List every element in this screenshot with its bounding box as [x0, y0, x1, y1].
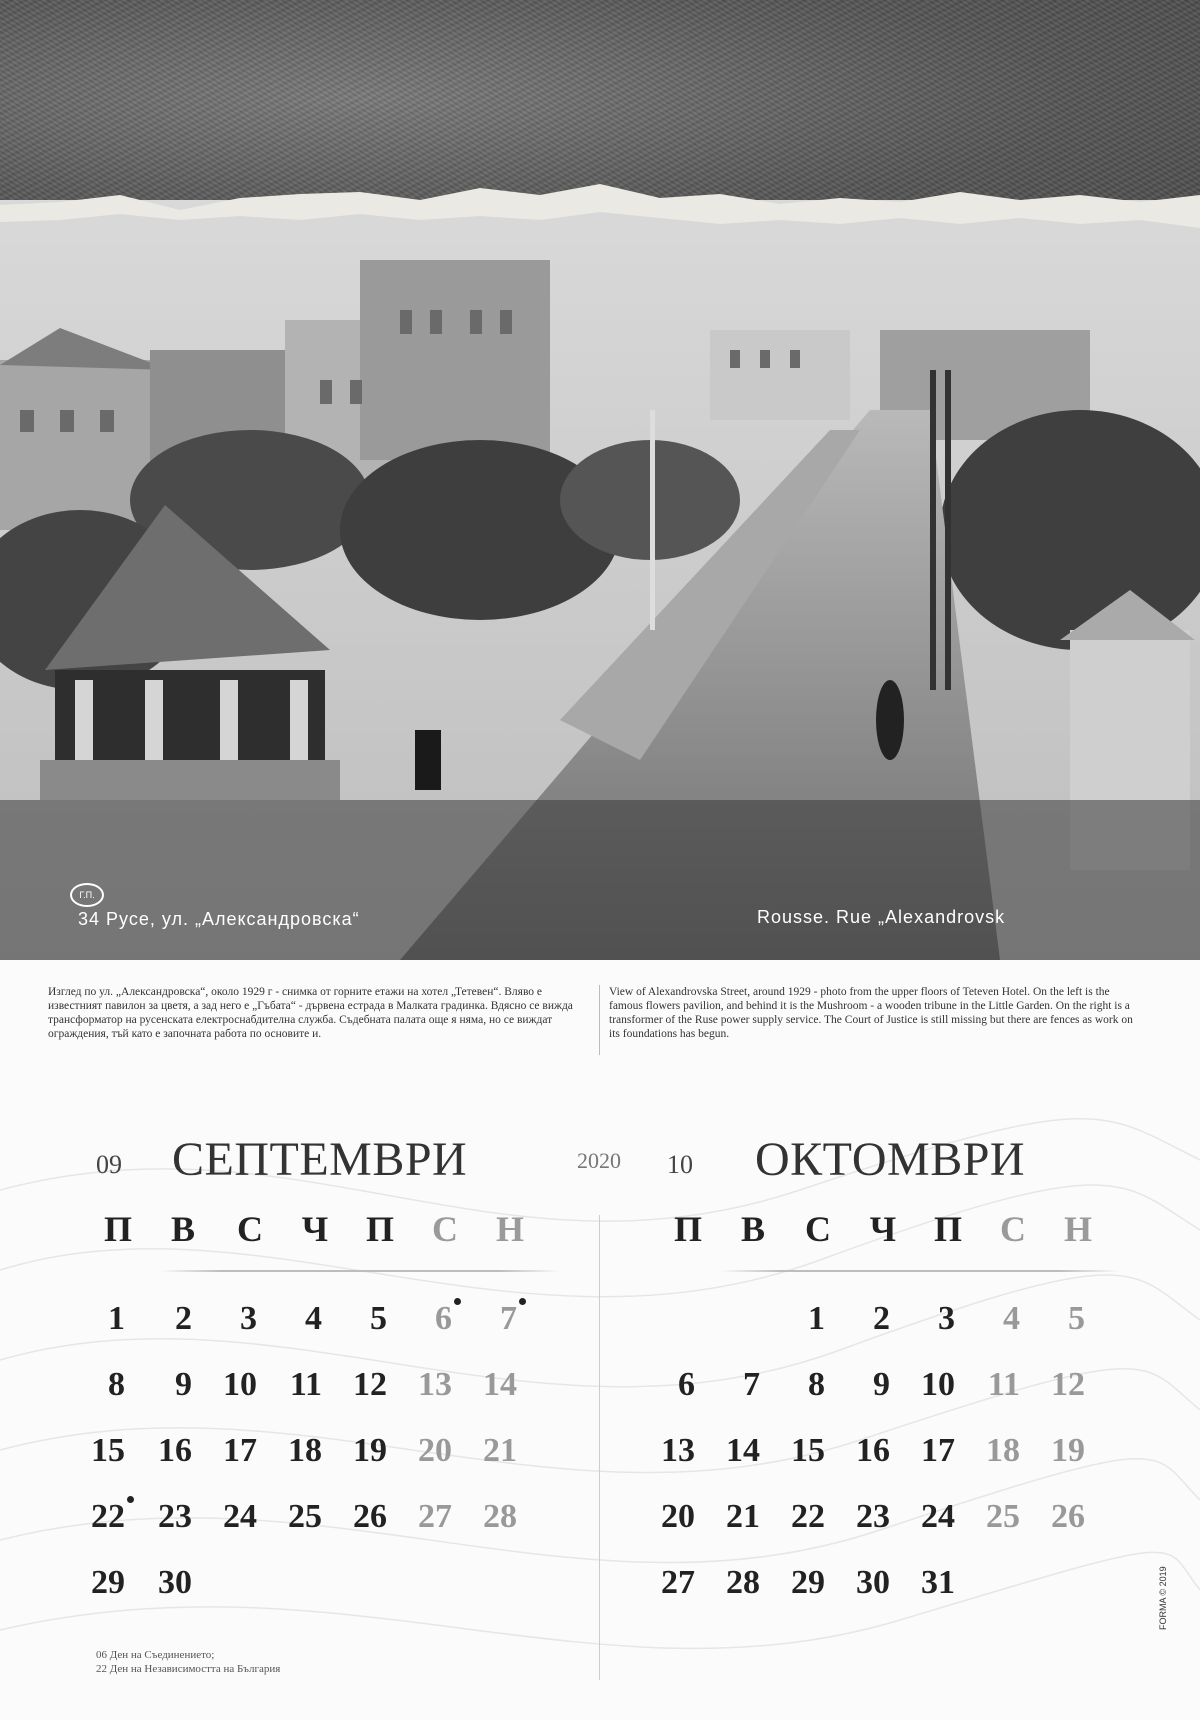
calendar-day: 12	[1051, 1366, 1085, 1403]
weekday-header: С	[805, 1209, 831, 1249]
calendar-day: 10	[223, 1366, 257, 1403]
calendar-day: 31	[921, 1564, 955, 1601]
calendar-day: 12	[353, 1366, 387, 1403]
calendar-day: 21	[483, 1432, 517, 1469]
calendar-divider	[599, 1215, 600, 1680]
holiday-note: 06 Ден на Съединението;	[96, 1649, 215, 1661]
calendar-day: 7	[500, 1300, 517, 1337]
calendar-day: 16	[856, 1432, 890, 1469]
calendar-day: 11	[987, 1366, 1020, 1403]
month-number: 10	[667, 1150, 693, 1179]
calendar-day: 23	[856, 1498, 890, 1535]
holiday-note: 22 Ден на Независимостта на България	[96, 1663, 281, 1675]
calendar-day: 6	[435, 1300, 452, 1337]
month-name: СЕПТЕМВРИ	[172, 1133, 468, 1186]
caption-bulgarian: Изглед по ул. „Александровска“, около 1929 г - снимка от горните етажи на хотел „Тетевен“. Вляво е известният павилон за цветя, а зад него е „Гъбата“ - дървена естрада в Малката градинка. Вдясно се вижда трансформатор на русенската електроснабдителна служба. Съдебната палата още я няма, но се виждат ограждения, тъй като е започната работа по основите и.	[48, 986, 573, 1040]
calendar-day: 23	[158, 1498, 192, 1535]
weekday-header: С	[1000, 1209, 1026, 1249]
calendar-day: 22	[791, 1498, 825, 1535]
photo-caption-right: Rousse. Rue „Alexandrovsk	[757, 907, 1006, 927]
calendar-day: 5	[370, 1300, 387, 1337]
calendar-day: 2	[175, 1300, 192, 1337]
calendar-day: 18	[986, 1432, 1020, 1469]
holiday-notes	[96, 1648, 280, 1676]
calendar-day: 24	[223, 1498, 257, 1535]
calendar-day: 26	[1051, 1498, 1085, 1535]
brand-mark: FORMA © 2019	[1158, 1566, 1168, 1630]
calendar-day: 14	[726, 1432, 760, 1469]
publisher-logo: Г.П.	[70, 883, 104, 907]
calendar-day: 20	[661, 1498, 695, 1535]
weekday-header: С	[432, 1209, 458, 1249]
calendar-day: 15	[791, 1432, 825, 1469]
weekday-header: С	[237, 1209, 263, 1249]
calendar-day: 11	[289, 1366, 322, 1403]
caption-divider	[599, 985, 600, 1055]
historic-photo	[0, 200, 1200, 960]
calendar-day: 14	[483, 1366, 517, 1403]
calendar-day: 6	[678, 1366, 695, 1403]
header-rule	[160, 1270, 560, 1272]
weekday-header: П	[933, 1209, 962, 1249]
calendar-day: 19	[353, 1432, 387, 1469]
calendar-day: 5	[1068, 1300, 1085, 1337]
month-number: 09	[96, 1150, 122, 1179]
calendar-day: 30	[856, 1564, 890, 1601]
calendar-day: 10	[921, 1366, 955, 1403]
calendar-day: 26	[353, 1498, 387, 1535]
holiday-marker	[519, 1298, 526, 1305]
torn-paper-edge	[0, 180, 1200, 250]
calendar-day: 20	[418, 1432, 452, 1469]
calendar-day: 1	[108, 1300, 125, 1337]
calendar-day: 7	[743, 1366, 760, 1403]
calendar-day: 4	[1003, 1300, 1020, 1337]
weekday-header: В	[740, 1209, 765, 1249]
calendar-day: 9	[175, 1366, 192, 1403]
calendar-day: 2	[873, 1300, 890, 1337]
calendar-day: 30	[158, 1564, 192, 1601]
weekday-header: Н	[1063, 1209, 1092, 1249]
calendar-day: 24	[921, 1498, 955, 1535]
calendar-day: 13	[418, 1366, 452, 1403]
calendar-day: 27	[661, 1564, 695, 1601]
calendar-day: 3	[240, 1300, 257, 1337]
calendar-day: 19	[1051, 1432, 1085, 1469]
calendar-day: 28	[726, 1564, 760, 1601]
calendar-day: 16	[158, 1432, 192, 1469]
weekday-header: Ч	[869, 1209, 897, 1249]
calendar-day: 28	[483, 1498, 517, 1535]
month-name: ОКТОМВРИ	[755, 1133, 1026, 1186]
weekday-header: П	[103, 1209, 132, 1249]
weekday-header: П	[673, 1209, 702, 1249]
calendar-day: 15	[91, 1432, 125, 1469]
caption-english: View of Alexandrovska Street, around 1929 - photo from the upper floors of Teteven Hotel. On the left is the famous flowers pavilion, and behind it is the Mushroom - a wooden tribune in the Little Garden. On the right is a transformer of the Ruse power supply service. The Court of Justice is still missing but there are fences as work on its foundations has begun.	[609, 986, 1133, 1040]
header-rule	[720, 1270, 1120, 1272]
calendar-day: 21	[726, 1498, 760, 1535]
calendar-day: 8	[808, 1366, 825, 1403]
weekday-header: Ч	[301, 1209, 329, 1249]
calendar-day: 17	[921, 1432, 955, 1469]
calendar-day: 18	[288, 1432, 322, 1469]
photo-caption-left: 34 Русе, ул. „Александровска“	[78, 909, 360, 929]
calendar-day: 1	[808, 1300, 825, 1337]
calendar-day: 17	[223, 1432, 257, 1469]
calendar-day: 25	[288, 1498, 322, 1535]
year-label: 2020	[577, 1148, 621, 1173]
calendar-day: 29	[91, 1564, 125, 1601]
calendar-day: 29	[791, 1564, 825, 1601]
calendar-day: 9	[873, 1366, 890, 1403]
calendar-day: 13	[661, 1432, 695, 1469]
calendar-day: 22	[91, 1498, 125, 1535]
calendar-day: 3	[938, 1300, 955, 1337]
calendar-day: 27	[418, 1498, 452, 1535]
calendar-day: 8	[108, 1366, 125, 1403]
weekday-header: Н	[495, 1209, 524, 1249]
weekday-header: П	[365, 1209, 394, 1249]
weekday-header: В	[170, 1209, 195, 1249]
calendar-day: 25	[986, 1498, 1020, 1535]
caption-block	[0, 985, 1200, 1055]
calendar-day: 4	[305, 1300, 322, 1337]
